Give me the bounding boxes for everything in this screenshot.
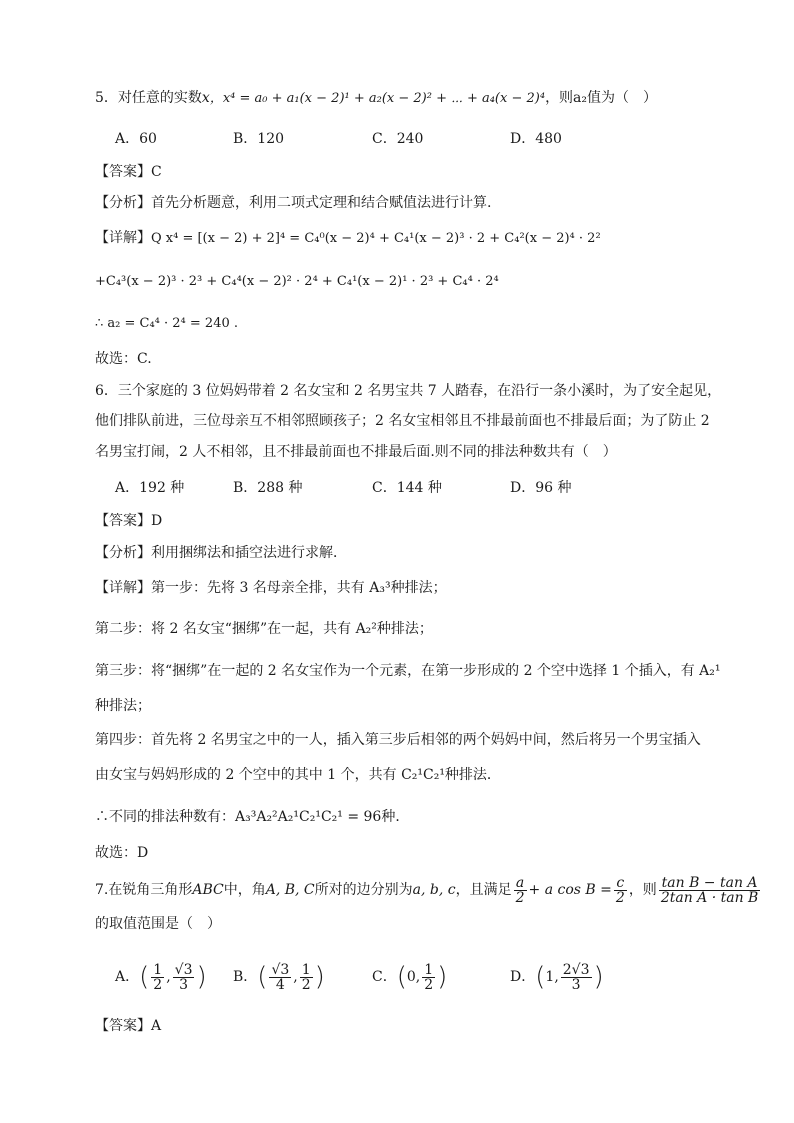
q6-stem-line2: 他们排队前进，三位母亲互不相邻照顾孩子；2 名女宝相邻且不排最前面也不排最后面；为了防止 2 bbox=[95, 413, 710, 429]
q5-options bbox=[0, 128, 794, 148]
q7-stem-line1: 7.在锐角三角形ABC中，角A, B, C所对的边分别为a, b, c，且满足 $\frac{a}{2}$ + a cos B = $\frac{c}{2}$ ，则 $\frac{\text{tan B − tan A}}{\text{2tan A · tan B}}$ bbox=[95, 874, 759, 906]
q7-option-d: D．(1, $\frac{2√3}{3}$ ) bbox=[510, 961, 604, 993]
q6-step3a: 第三步：将“捆绑”在一起的 2 名女宝作为一个元素，在第一步形成的 2 个空中选择 1 个插入，有 A₂¹ bbox=[95, 663, 721, 679]
q7-stem-line2: 的取值范围是（ ） bbox=[95, 916, 221, 932]
q6-choice: 故选：D bbox=[95, 845, 149, 861]
q6-option-c: C．144 种 bbox=[372, 480, 442, 496]
q5-number: 5． bbox=[95, 90, 118, 106]
q5-stem bbox=[95, 88, 657, 109]
q7-options bbox=[0, 962, 794, 992]
q6-step4b: 由女宝与妈妈形成的 2 个空中的其中 1 个，共有 C₂¹C₂¹种排法． bbox=[95, 767, 501, 783]
q6-step2: 第二步：将 2 名女宝“捆绑”在一起，共有 A₂²种排法； bbox=[95, 621, 433, 637]
q5-detail-line3: ∴ a₂ = C₄⁴ · 2⁴ = 240 . bbox=[95, 316, 239, 331]
q5-option-a: A．60 bbox=[115, 131, 157, 147]
q7-option-b: B．( $\frac{√3}{4}$ , $\frac{1}{2}$ ) bbox=[233, 961, 325, 993]
q6-answer: 【答案】D bbox=[95, 513, 163, 529]
q5-choice: 故选：C. bbox=[95, 351, 152, 367]
q6-option-a: A．192 种 bbox=[115, 480, 185, 496]
q6-stem-line3: 名男宝打闹，2 人不相邻，且不排最前面也不排最后面.则不同的排法种数共有（ ） bbox=[95, 444, 617, 460]
q6-option-d: D．96 种 bbox=[510, 480, 572, 496]
q7-option-c: C．(0, $\frac{1}{2}$ ) bbox=[372, 961, 448, 993]
q5-analysis: 【分析】首先分析题意，利用二项式定理和结合赋值法进行计算. bbox=[95, 195, 492, 211]
q7-frac-expression: $\frac{\text{tan B − tan A}}{\text{2tan A · tan B}}$ bbox=[660, 874, 759, 906]
q5-answer: 【答案】C bbox=[95, 164, 162, 180]
q5-detail-line1: 【详解】Q x⁴ = [(x − 2) + 2]⁴ = C₄⁰(x − 2)⁴ + C₄¹(x − 2)³ · 2 + C₄²(x − 2)⁴ · 2² bbox=[95, 230, 601, 246]
q5-stem-var: x bbox=[201, 90, 210, 106]
q5-stem-prefix: 对任意的实数 bbox=[117, 90, 202, 106]
q6-step4a: 第四步：首先将 2 名男宝之中的一人，插入第三步后相邻的两个妈妈中间，然后将另一个男宝插入 bbox=[95, 732, 701, 748]
q7-frac-a2: $\frac{a}{2}$ bbox=[515, 874, 525, 906]
q5-option-d: D．480 bbox=[510, 131, 562, 147]
q7-option-a: A．( $\frac{1}{2}$ , $\frac{√3}{3}$ ) bbox=[115, 961, 207, 993]
q6-step1: 【详解】第一步：先将 3 名母亲全排，共有 A₃³种排法； bbox=[95, 580, 447, 596]
q6-stem-line1: 6．三个家庭的 3 位妈妈带着 2 名女宝和 2 名男宝共 7 人踏春，在沿行一条小溪时，为了安全起见， bbox=[95, 383, 722, 399]
q5-option-b: B．120 bbox=[233, 131, 285, 147]
q7-answer: 【答案】A bbox=[95, 1018, 162, 1034]
q6-total: ∴不同的排法种数有：A₃³A₂²A₂¹C₂¹C₂¹ = 96种． bbox=[95, 809, 410, 825]
q5-stem-suffix: ，则a₂值为（ ） bbox=[545, 90, 658, 106]
q5-option-c: C．240 bbox=[372, 131, 424, 147]
q7-frac-c2: $\frac{c}{2}$ bbox=[615, 874, 625, 906]
q6-step3b: 种排法； bbox=[95, 698, 151, 714]
q5-detail-line2: +C₄³(x − 2)³ · 2³ + C₄⁴(x − 2)² · 2⁴ + C₄¹(x − 2)¹ · 2³ + C₄⁴ · 2⁴ bbox=[95, 274, 499, 289]
q5-equation: ，x⁴ = a₀ + a₁(x − 2)¹ + a₂(x − 2)² + ⋯ + a₄(x − 2)⁴ bbox=[209, 91, 546, 106]
q6-option-b: B．288 种 bbox=[233, 480, 303, 496]
q6-analysis: 【分析】利用捆绑法和插空法进行求解． bbox=[95, 545, 347, 561]
q6-options bbox=[0, 477, 794, 497]
